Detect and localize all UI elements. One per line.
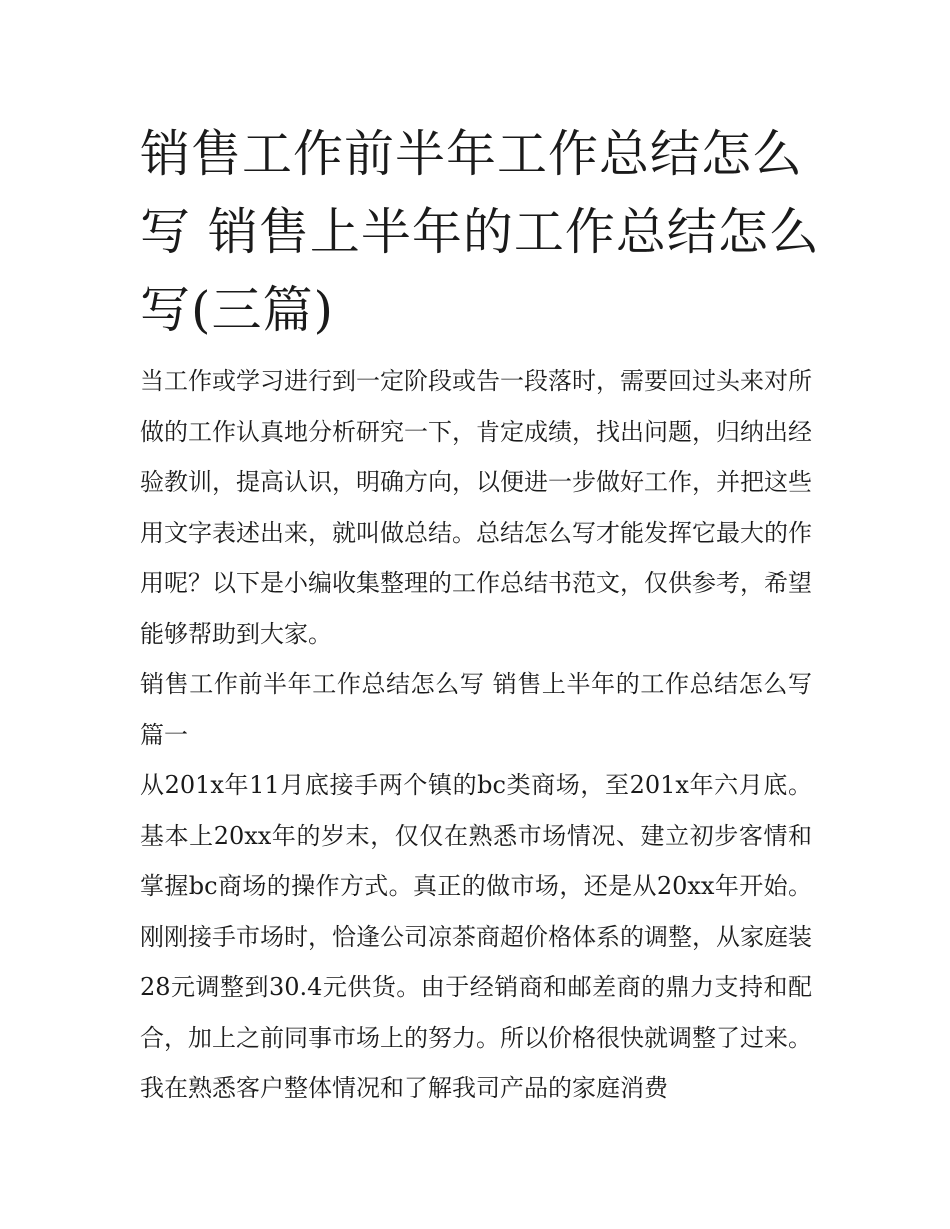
- document-body: [140, 356, 812, 1114]
- document-title: 销售工作前半年工作总结怎么写 销售上半年的工作总结怎么写(三篇): [140, 125, 820, 339]
- section-paragraph: 从201x年11月底接手两个镇的bc类商场，至201x年六月底。基本上20xx年的岁末，仅仅在熟悉市场情况、建立初步客情和掌握bc商场的操作方式。真正的做市场，还是从20xx年开始。刚刚接手市场时，恰逢公司凉茶商超价格体系的调整，从家庭装28元调整到30.4元供货。由于经销商和邮差商的鼎力支持和配合，加上之前同事市场上的努力。所以价格很快就调整了过来。我在熟悉客户整体情况和了解我司产品的家庭消费: [140, 771, 812, 1102]
- section-heading: 销售工作前半年工作总结怎么写 销售上半年的工作总结怎么写篇一: [140, 670, 812, 749]
- intro-paragraph: 当工作或学习进行到一定阶段或告一段落时，需要回过头来对所做的工作认真地分析研究一下，肯定成绩，找出问题，归纳出经验教训，提高认识，明确方向，以便进一步做好工作，并把这些用文字表述出来，就叫做总结。总结怎么写才能发挥它最大的作用呢？以下是小编收集整理的工作总结书范文，仅供参考，希望能够帮助到大家。: [140, 367, 812, 648]
